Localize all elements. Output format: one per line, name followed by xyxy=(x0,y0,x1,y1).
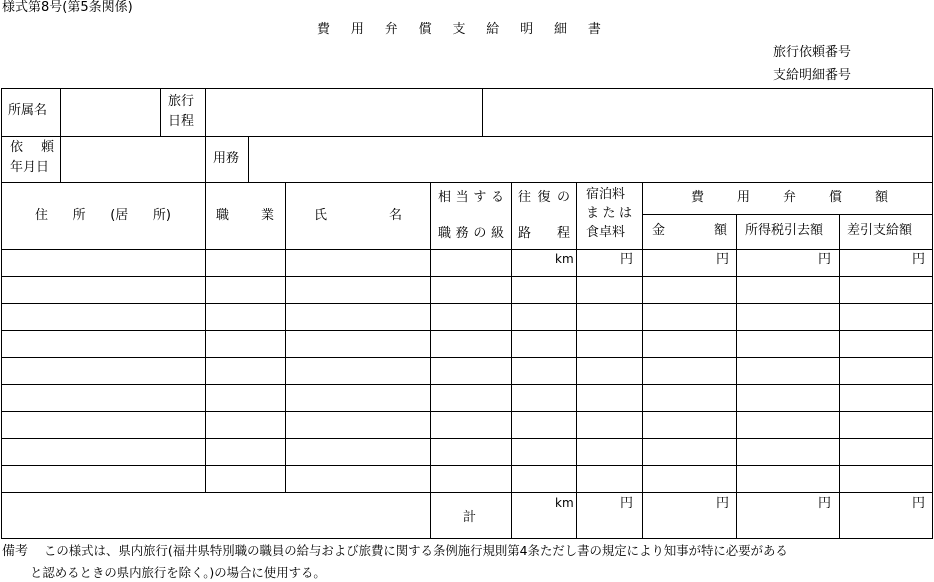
note-line2: と認めるときの県内旅行を除く。)の場合に使用する。 xyxy=(30,565,326,580)
payment-detail-number-label: 支給明細番号 xyxy=(773,68,852,83)
travel-label-line1: 旅行 xyxy=(168,94,195,109)
unit-yen: 円 xyxy=(818,496,832,511)
col-route-header: 往 復 の 路 程 xyxy=(518,190,570,241)
unit-km: km xyxy=(555,252,574,266)
col-amount-header: 金 額 xyxy=(652,223,727,238)
col-occupation-header: 職 業 xyxy=(216,208,274,223)
purpose-label: 用務 xyxy=(213,151,240,166)
col-grade-header: 相 当 す る 職 務 の 級 xyxy=(438,190,504,241)
affiliation-label: 所属名 xyxy=(8,103,48,118)
request-label: 依 頼 年月日 xyxy=(10,140,54,175)
unit-yen: 円 xyxy=(620,252,634,267)
travel-schedule-field[interactable] xyxy=(206,89,482,136)
travel-label-line2: 日程 xyxy=(168,114,195,129)
affiliation-field[interactable] xyxy=(61,89,160,136)
note-label: 備考 xyxy=(2,544,29,559)
unit-yen: 円 xyxy=(716,252,730,267)
col-name-header: 氏 名 xyxy=(314,208,402,223)
unit-yen: 円 xyxy=(912,252,926,267)
note-line1: この様式は、県内旅行(福井県特別職の職員の給与および旅費に関する条例施行規則第4条ただし書の規定により知事が特に必要がある xyxy=(44,543,788,558)
col-lodging-header: 宿泊料 ま た は 食卓料 xyxy=(586,187,632,240)
form-number: 様式第8号(第5条関係) xyxy=(2,0,133,15)
unit-yen: 円 xyxy=(912,496,926,511)
col-reimburse-header: 費 用 弁 償 額 xyxy=(691,190,888,205)
total-label: 計 xyxy=(463,510,477,525)
document-title: 費 用 弁 償 支 給 明 細 書 xyxy=(317,22,601,37)
unit-yen: 円 xyxy=(620,496,634,511)
col-tax-header: 所得税引去額 xyxy=(745,223,824,238)
purpose-field[interactable] xyxy=(249,137,932,182)
unit-km: km xyxy=(555,496,574,510)
travel-request-number-label: 旅行依頼番号 xyxy=(773,45,852,60)
col-net-header: 差引支給額 xyxy=(847,223,913,238)
col-address-header: 住 所 (居 所) xyxy=(35,208,171,223)
request-date-field[interactable] xyxy=(61,137,205,182)
unit-yen: 円 xyxy=(716,496,730,511)
unit-yen: 円 xyxy=(818,252,832,267)
